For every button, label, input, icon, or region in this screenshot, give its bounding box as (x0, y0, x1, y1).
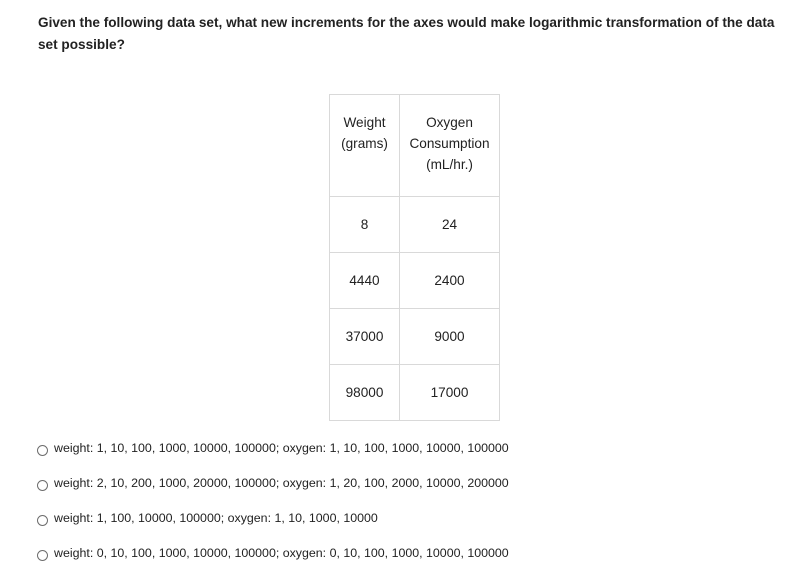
header-oxygen-line: Oxygen (426, 115, 473, 130)
table-row (330, 253, 500, 309)
weight-cell: 4440 (330, 253, 400, 309)
header-weight (330, 95, 400, 197)
oxygen-cell: 9000 (400, 309, 500, 365)
oxygen-cell: 17000 (400, 365, 500, 421)
header-oxygen-line: Consumption (409, 136, 490, 151)
table-header-row (330, 95, 500, 197)
answer-option-label: weight: 1, 100, 10000, 100000; oxygen: 1, 10, 1000, 10000 (54, 510, 378, 525)
table-row (330, 309, 500, 365)
answer-option-label: weight: 2, 10, 200, 1000, 20000, 100000; oxygen: 1, 20, 100, 2000, 10000, 200000 (54, 475, 509, 490)
answer-option-label: weight: 1, 10, 100, 1000, 10000, 100000; oxygen: 1, 10, 100, 1000, 10000, 100000 (54, 440, 509, 455)
table-row (330, 365, 500, 421)
weight-cell: 98000 (330, 365, 400, 421)
radio-button[interactable] (37, 445, 48, 456)
question-text: Given the following data set, what new increments for the axes would make logarithmic transformation of the data set possible? (38, 15, 775, 52)
data-table (329, 94, 500, 421)
answer-option-2[interactable] (37, 465, 509, 500)
weight-cell: 37000 (330, 309, 400, 365)
answer-options (37, 430, 509, 570)
header-oxygen-unit: (mL/hr.) (426, 157, 473, 172)
data-table-container (329, 94, 500, 421)
table-row (330, 197, 500, 253)
answer-option-label: weight: 0, 10, 100, 1000, 10000, 100000; oxygen: 0, 10, 100, 1000, 10000, 100000 (54, 545, 509, 560)
radio-button[interactable] (37, 480, 48, 491)
weight-cell: 8 (330, 197, 400, 253)
answer-option-1[interactable] (37, 430, 509, 465)
radio-button[interactable] (37, 550, 48, 561)
answer-option-3[interactable] (37, 500, 509, 535)
oxygen-cell: 2400 (400, 253, 500, 309)
radio-button[interactable] (37, 515, 48, 526)
answer-option-4[interactable] (37, 535, 509, 570)
header-oxygen (400, 95, 500, 197)
oxygen-cell: 24 (400, 197, 500, 253)
header-weight-line: Weight (343, 115, 386, 130)
header-weight-unit: (grams) (341, 136, 388, 151)
